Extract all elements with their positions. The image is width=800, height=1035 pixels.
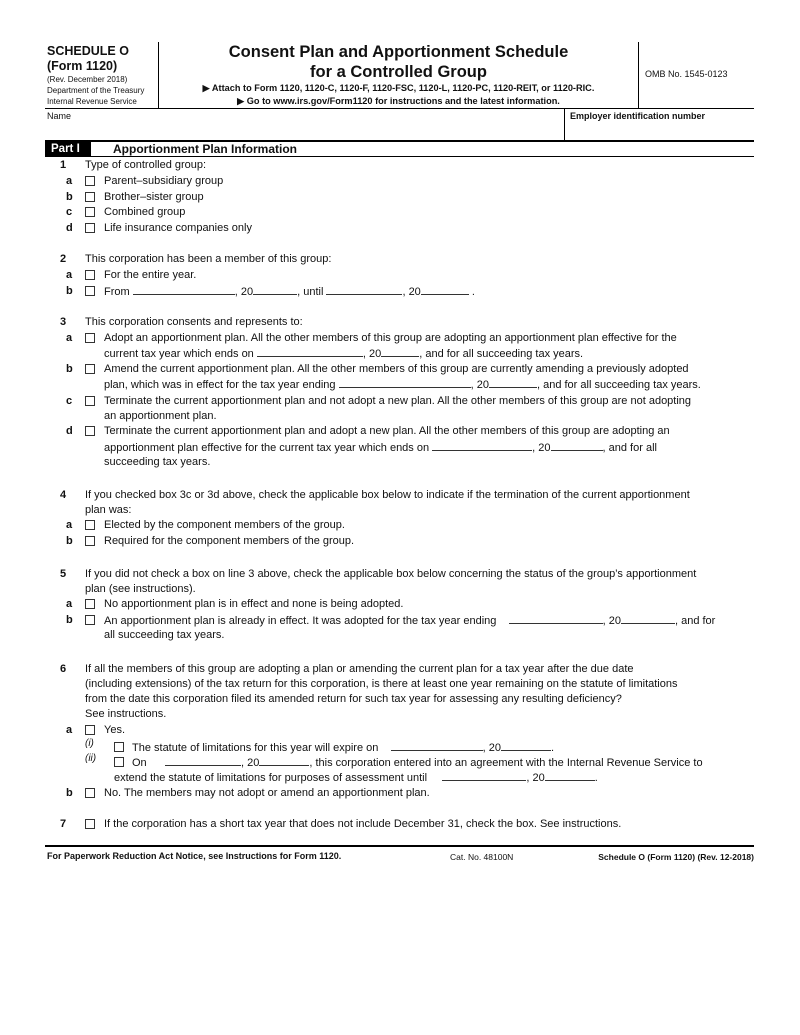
line2b-row [104,284,475,299]
line4a-checkbox[interactable] [85,520,95,530]
line3d-text-1: Terminate the current apportionment plan and adopt a new plan. All the other members of this group are adopting an [104,425,670,437]
attach-instruction: ▶ Attach to Form 1120, 1120-C, 1120-F, 1120-FSC, 1120-L, 1120-PC, 1120-REIT, or 1120-RIC. [202,83,595,93]
form-title-line1: Consent Plan and Apportionment Schedule [228,43,569,61]
period: . [550,742,555,754]
line4-text-2: plan was: [85,504,132,516]
agency: Internal Revenue Service [47,97,137,106]
line3c-checkbox[interactable] [85,396,95,406]
part-bottom-rule [45,156,754,157]
line-number: 6 [60,663,67,675]
line-letter: a [66,598,73,610]
line-letter: b [66,363,73,375]
from-date-field[interactable] [133,284,235,295]
line3b-date-field[interactable] [339,377,471,388]
year-prefix: , 20 [526,772,545,784]
ein-divider [564,108,565,140]
year-prefix: , 20 [234,286,254,298]
line5a-text: No apportionment plan is in effect and none is being adopted. [104,598,404,610]
line3d-text-4: succeeding tax years. [104,456,211,468]
schedule-label: SCHEDULE O [47,44,129,58]
line5b-text-2: , and for [674,615,716,627]
line6-text-4: See instructions. [85,708,167,720]
line1d-checkbox[interactable] [85,223,95,233]
line1d-text: Life insurance companies only [104,222,252,234]
form-label: (Form 1120) [47,59,118,73]
year-prefix: , 20 [362,348,382,360]
line6a-i-text: The statute of limitations for this year will expire on [132,742,379,754]
line1a-checkbox[interactable] [85,176,95,186]
line3a-text-1: Adopt an apportionment plan. All the other members of this group are adopting an apportionment plan effective for the [104,332,677,344]
form-title-line2: for a Controlled Group [310,63,487,81]
line3d-date-field[interactable] [432,440,532,451]
department: Department of the Treasury [47,86,145,95]
line1c-text: Combined group [104,206,186,218]
line6b-text: No. The members may not adopt or amend an apportionment plan. [104,787,430,799]
line-number: 2 [60,253,67,265]
line5-text-1: If you did not check a box on line 3 above, check the applicable box below concerning the status of the group’s apportionment [85,568,697,580]
line-letter: b [66,535,73,547]
line6a-ii-text: , this corporation entered into an agreement with the Internal Revenue Service to [309,757,703,769]
line6a-i-row [132,740,554,755]
line6a-i-checkbox[interactable] [114,742,124,752]
line5b-text-3: all succeeding tax years. [104,629,225,641]
part-title: Apportionment Plan Information [113,142,297,156]
year-prefix: , 20 [482,742,501,754]
line3a-checkbox[interactable] [85,333,95,343]
line3c-text-2: an apportionment plan. [104,410,217,422]
line-letter: c [66,395,73,407]
line3a-text-2: current tax year which ends on [104,348,254,360]
footer-form-id: Schedule O (Form 1120) (Rev. 12-2018) [598,852,754,862]
line6b-checkbox[interactable] [85,788,95,798]
line6a-ii-text-2: extend the statute of limitations for purposes of assessment until [114,772,428,784]
line3a-date-field[interactable] [257,346,363,357]
line5b-date-field[interactable] [509,613,603,624]
line3-text: This corporation consents and represents to: [85,316,303,328]
line-number: 3 [60,316,67,328]
line-letter: b [66,614,73,626]
line6a-i-date-field[interactable] [391,740,483,751]
line6a-checkbox[interactable] [85,725,95,735]
line3d-text-2: apportionment plan effective for the current tax year which ends on [104,442,430,454]
line-letter: d [66,425,73,437]
line-number: 4 [60,489,67,501]
line2a-checkbox[interactable] [85,270,95,280]
year-prefix: , 20 [470,379,489,391]
line-letter: d [66,222,73,234]
year-prefix: , 20 [532,442,551,454]
ein-label: Employer identification number [570,111,706,121]
line-letter: a [66,332,73,344]
on-label: On [132,757,147,769]
from-label: From [104,286,130,298]
line-letter: c [66,206,73,218]
line6-text-2: (including extensions) of the tax return for this corporation, is there at least one year remaining on the statute of limitations [85,678,678,690]
line5b-text-1: An apportionment plan is already in effect. It was adopted for the tax year ending [104,615,497,627]
line3d-checkbox[interactable] [85,426,95,436]
line4a-text: Elected by the component members of the group. [104,519,345,531]
period: . [471,286,475,298]
line3d-year-field[interactable] [551,440,603,451]
line6a-ii-row-2 [114,770,598,785]
line7-text: If the corporation has a short tax year that does not include December 31, check the box. See instructions. [104,818,622,830]
year-prefix: , 20 [402,286,421,298]
sub-item-label: (ii) [85,753,97,764]
line1b-text: Brother–sister group [104,191,204,203]
line4-text-1: If you checked box 3c or 3d above, check the applicable box below to indicate if the termination of the current apportionment [85,489,690,501]
revision-date: (Rev. December 2018) [47,75,128,84]
line6a-ii-extend-date-field[interactable] [442,770,526,781]
line-letter: b [66,191,73,203]
part-tag: Part I [45,142,91,156]
line3c-text-1: Terminate the current apportionment plan and not adopt a new plan. All the other members of this group are not adopting [104,395,692,407]
until-date-field[interactable] [326,284,402,295]
line1-text: Type of controlled group: [85,159,207,171]
line3b-text-1: Amend the current apportionment plan. All the other members of this group are currently amending a previously adopted [104,363,689,375]
name-field[interactable] [47,122,562,138]
line3d-text-3: , and for all [602,442,657,454]
line-letter: a [66,724,73,736]
goto-instruction: ▶ Go to www.irs.gov/Form1120 for instructions and the latest information. [237,96,560,106]
line6a-ii-row [132,755,703,770]
line-letter: a [66,519,73,531]
line6a-i-year-field[interactable] [501,740,551,751]
line1c-checkbox[interactable] [85,207,95,217]
line6-text-3: from the date this corporation filed its amended return for such tax year for assessing any resulting deficiency? [85,693,622,705]
until-year-field[interactable] [421,284,469,295]
line-number: 5 [60,568,67,580]
line3b-row-2 [104,377,701,392]
line5b-checkbox[interactable] [85,615,95,625]
line3b-text-2: plan, which was in effect for the tax year ending [104,379,336,391]
line6a-ii-date-field[interactable] [165,755,241,766]
catalog-number: Cat. No. 48100N [450,852,514,862]
line7-checkbox[interactable] [85,819,95,829]
line6a-ii-year-field[interactable] [259,755,309,766]
line4b-checkbox[interactable] [85,536,95,546]
line3b-checkbox[interactable] [85,364,95,374]
line4b-text: Required for the component members of the group. [104,535,355,547]
line1b-checkbox[interactable] [85,192,95,202]
line3a-row-2 [104,346,583,361]
line6a-ii-checkbox[interactable] [114,757,124,767]
line-number: 7 [60,818,67,830]
line-letter: b [66,787,73,799]
sub-item-label: (i) [85,738,94,749]
from-year-field[interactable] [253,284,297,295]
footer-notice: For Paperwork Reduction Act Notice, see Instructions for Form 1120. [47,851,342,861]
line3a-year-field[interactable] [381,346,419,357]
footer-rule [45,845,754,847]
line-number: 1 [60,159,67,171]
line-letter: a [66,175,73,187]
line-letter: a [66,269,73,281]
line5b-row-1 [104,613,715,628]
line5-text-2: plan (see instructions). [85,583,196,595]
year-prefix: , 20 [241,757,260,769]
line3b-year-field[interactable] [489,377,537,388]
until-label: , until [297,286,324,298]
line5b-year-field[interactable] [621,613,675,624]
line5a-checkbox[interactable] [85,599,95,609]
line2b-checkbox[interactable] [85,286,95,296]
header-divider-right [638,42,639,108]
line-letter: b [66,285,73,297]
line3d-row-2 [104,440,657,455]
line2a-text: For the entire year. [104,269,197,281]
line3b-text-3: , and for all succeeding tax years. [536,379,701,391]
line2-text: This corporation has been a member of this group: [85,253,332,265]
name-label: Name [47,111,72,121]
line6a-ii-extend-year-field[interactable] [545,770,595,781]
line6-text-1: If all the members of this group are adopting a plan or amending the current plan for a tax year after the due date [85,663,634,675]
line6a-text: Yes. [104,724,126,736]
omb-number: OMB No. 1545-0123 [645,69,728,79]
ein-field[interactable] [570,122,750,138]
header-rule [45,108,754,109]
line3a-text-3: , and for all succeeding tax years. [419,348,584,360]
year-prefix: , 20 [602,615,621,627]
line1a-text: Parent–subsidiary group [104,175,224,187]
period: . [594,772,598,784]
